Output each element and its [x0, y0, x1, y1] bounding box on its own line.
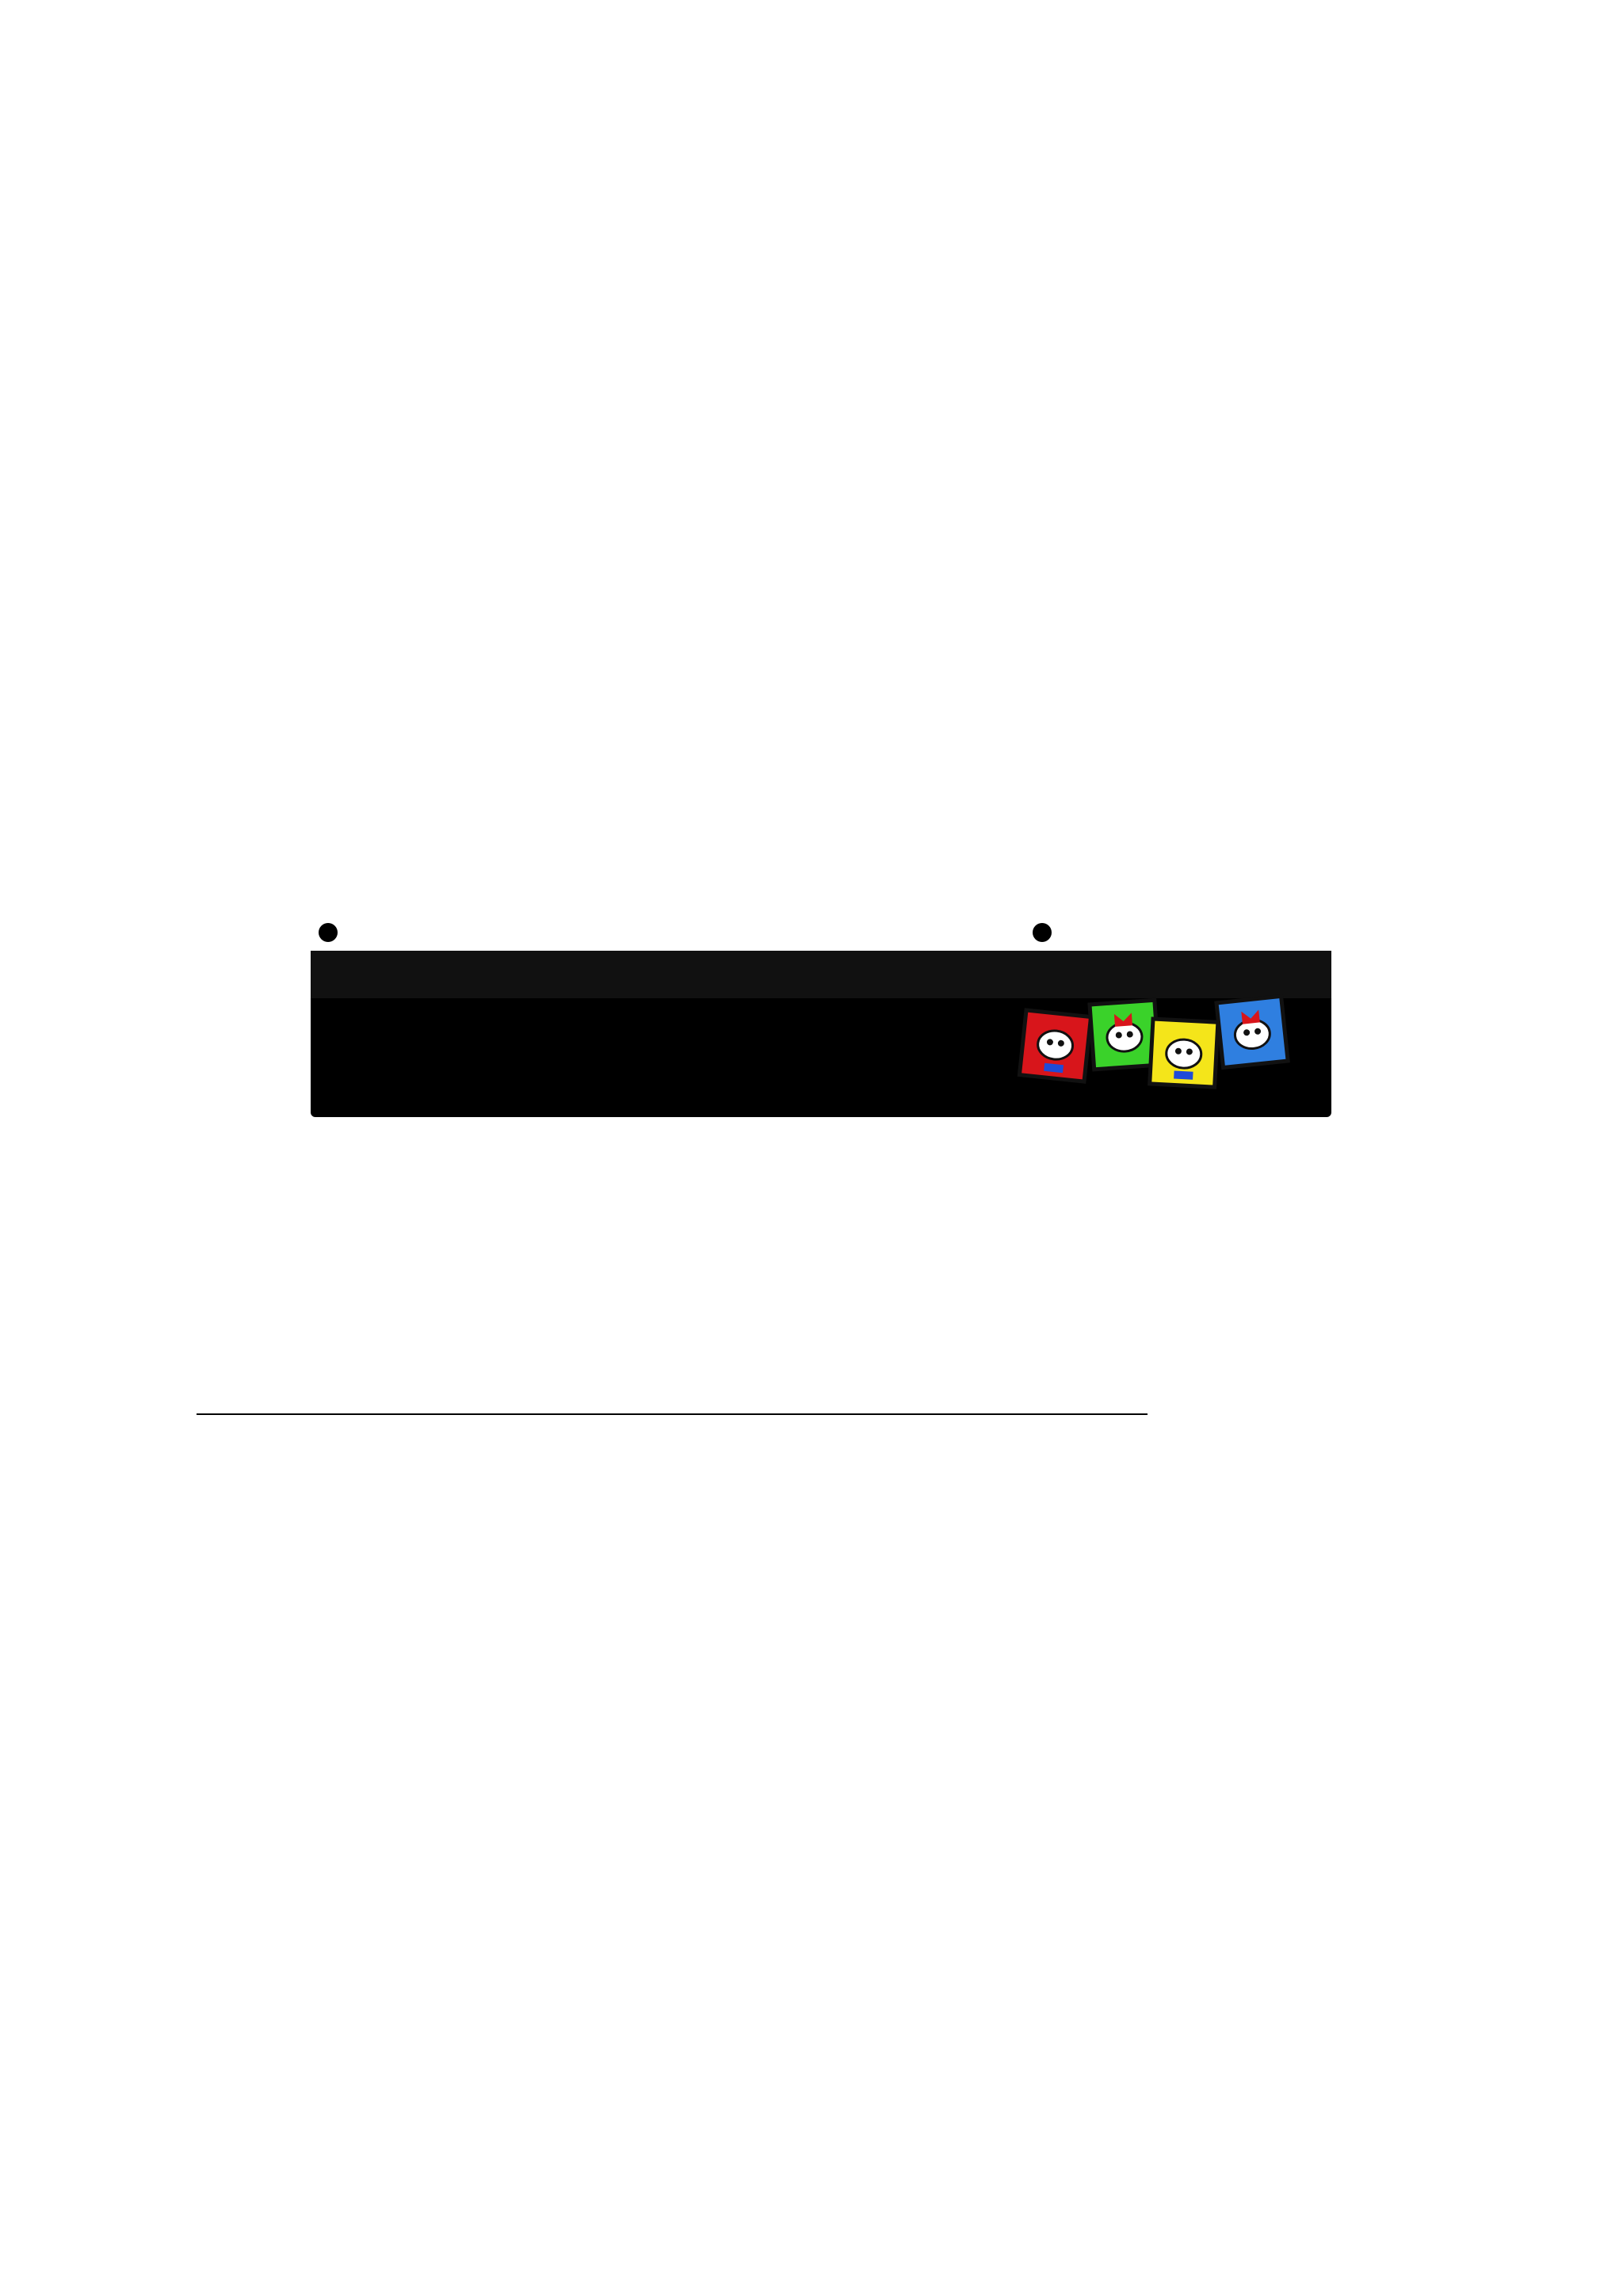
ruler-scale [311, 951, 1331, 998]
result-line [197, 1385, 1148, 1425]
result-blank-field[interactable] [197, 1385, 1148, 1415]
sticker-yellow [1150, 1019, 1218, 1087]
sticker-red [1019, 1010, 1090, 1081]
sticker-blue [1216, 996, 1288, 1067]
point-a [319, 923, 338, 942]
sticker-green [1090, 1000, 1159, 1070]
ruler [311, 951, 1331, 1117]
point-b [1033, 923, 1052, 942]
ruler-figure [301, 864, 1347, 1125]
